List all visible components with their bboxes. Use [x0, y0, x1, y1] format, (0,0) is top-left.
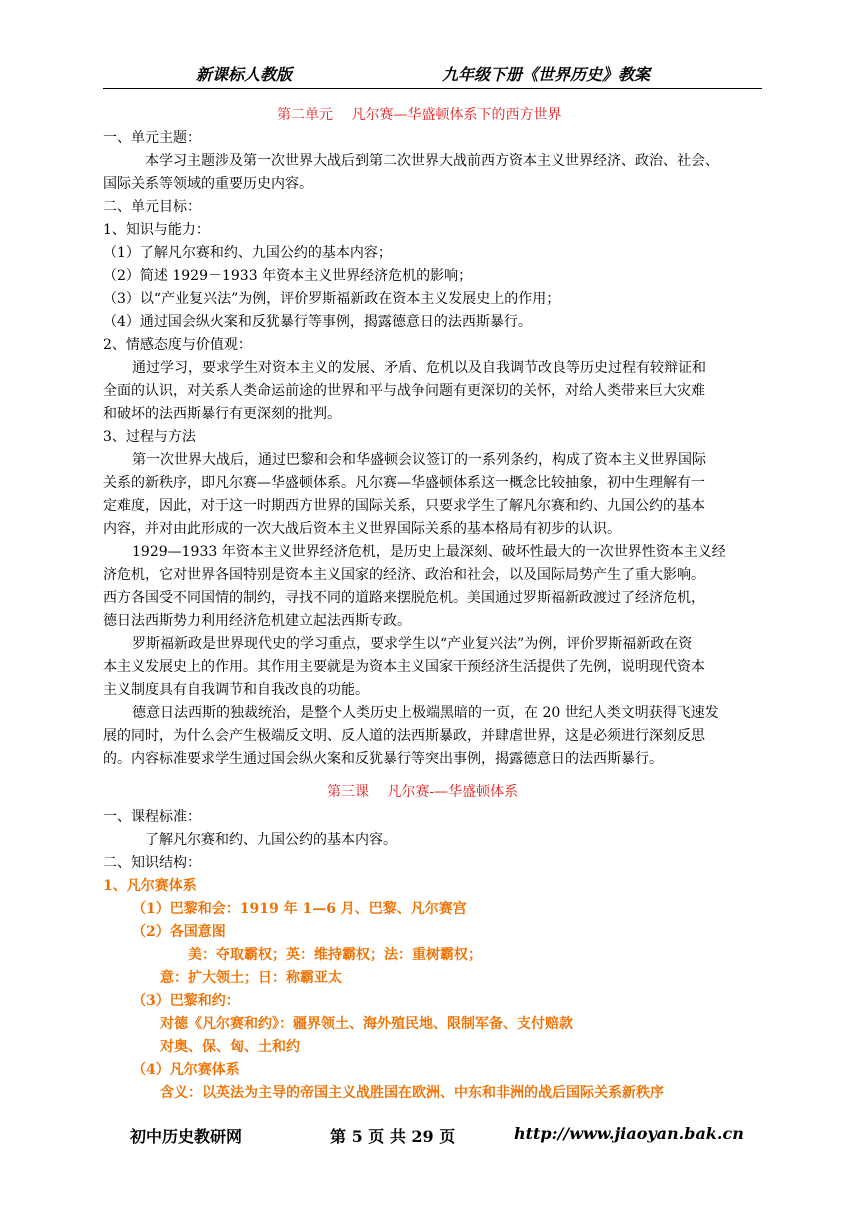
process-line: 主义制度具有自我调节和自我改良的功能。 [103, 682, 369, 698]
structure-heading: 1、凡尔赛体系 [103, 878, 197, 894]
structure-subline: 意：扩大领土；日：称霸亚太 [160, 970, 342, 986]
process-line: 第一次世界大战后，通过巴黎和会和华盛顿会议签订的一系列条约，构成了资本主义世界国际 [132, 452, 706, 468]
structure-subline: 含义：以英法为主导的帝国主义战胜国在欧洲、中东和非洲的战后国际关系新秩序 [160, 1085, 664, 1101]
footer-site-name: 初中历史教研网 [130, 1127, 243, 1146]
process-line: 德意日法西斯的独裁统治，是整个人类历史上极端黑暗的一页，在 20 世纪人类文明获得飞速发 [132, 705, 719, 721]
process-line: 的。内容标准要求学生通过国会纵火案和反犹暴行等突出事例，揭露德意日的法西斯暴行。 [103, 751, 663, 767]
lesson-section1-heading: 一、课程标准： [103, 809, 201, 825]
structure-item: （3）巴黎和约： [132, 993, 240, 1009]
emotion-line: 和破坏的法西斯暴行有更深刻的批判。 [103, 406, 341, 422]
unit-section2-heading: 二、单元目标： [103, 199, 201, 215]
process-heading: 3、过程与方法 [103, 429, 196, 445]
unit-section1-line: 本学习主题涉及第一次世界大战后到第二次世界大战前西方资本主义世界经济、政治、社会、 [145, 153, 719, 169]
structure-item: （2）各国意图 [132, 924, 226, 940]
process-line: 德日法西斯势力利用经济危机建立起法西斯专政。 [103, 613, 411, 629]
knowledge-heading: 1、知识与能力： [103, 222, 210, 238]
knowledge-item: （4）通过国会纵火案和反犹暴行等事例，揭露德意日的法西斯暴行。 [103, 314, 532, 330]
process-line: 罗斯福新政是世界现代史的学习重点，要求学生以“产业复兴法”为例，评价罗斯福新政在资 [132, 636, 693, 652]
knowledge-item: （1）了解凡尔赛和约、九国公约的基本内容； [103, 245, 392, 261]
process-line: 关系的新秩序，即凡尔赛—华盛顿体系。凡尔赛—华盛顿体系这一概念比较抽象，初中生理解有一 [103, 475, 705, 491]
footer-page-number: 第 5 页 共 29 页 [330, 1127, 456, 1146]
process-line: 济危机，它对世界各国特别是资本主义国家的经济、政治和社会，以及国际局势产生了重大影响。 [103, 567, 705, 583]
header-rule [103, 88, 762, 89]
structure-item: （1）巴黎和会：1919 年 1—6 月、巴黎、凡尔赛宫 [132, 901, 467, 917]
process-line: 1929—1933 年资本主义世界经济危机，是历史上最深刻、破坏性最大的一次世界性资本主义经 [132, 544, 726, 560]
unit-section1-line: 国际关系等领域的重要历史内容。 [103, 176, 313, 192]
emotion-heading: 2、情感态度与价值观： [103, 337, 252, 353]
emotion-line: 全面的认识，对关系人类命运前途的世界和平与战争问题有更深切的关怀，对给人类带来巨大灾难 [103, 383, 705, 399]
knowledge-item: （3）以“产业复兴法”为例，评价罗斯福新政在资本主义发展史上的作用； [103, 291, 561, 307]
page-header-right: 九年级下册《世界历史》教案 [442, 65, 651, 84]
unit-section1-heading: 一、单元主题： [103, 130, 201, 146]
footer-url[interactable]: http://www.jiaoyan.bak.cn [514, 1124, 744, 1143]
process-line: 展的同时，为什么会产生极端反文明、反人道的法西斯暴政，并肆虐世界，这是必须进行深刻反思 [103, 728, 705, 744]
structure-subline: 对德《凡尔赛和约》：疆界领土、海外殖民地、限制军备、支付赔款 [160, 1016, 573, 1032]
process-line: 内容，并对由此形成的一次大战后资本主义世界国际关系的基本格局有初步的认识。 [103, 521, 621, 537]
process-line: 定难度，因此，对于这一时期西方世界的国际关系，只要求学生了解凡尔赛和约、九国公约的基本 [103, 498, 705, 514]
page-header-left: 新课标人教版 [196, 65, 293, 84]
process-line: 本主义发展史上的作用。其作用主要就是为资本主义国家干预经济生活提供了先例，说明现代资本 [103, 659, 705, 675]
structure-item: （4）凡尔赛体系 [132, 1062, 240, 1078]
emotion-line: 通过学习，要求学生对资本主义的发展、矛盾、危机以及自我调节改良等历史过程有较辩证和 [132, 360, 706, 376]
structure-subline: 美：夺取霸权；英：维持霸权；法：重树霸权； [188, 947, 482, 963]
lesson-section1-body: 了解凡尔赛和约、九国公约的基本内容。 [145, 832, 397, 848]
structure-subline: 对奥、保、匈、土和约 [160, 1039, 300, 1055]
knowledge-item: （2）简述 1929－1933 年资本主义世界经济危机的影响； [103, 268, 473, 284]
lesson-title: 第三课 凡尔赛-—华盛顿体系 [327, 784, 519, 800]
lesson-section2-heading: 二、知识结构： [103, 855, 201, 871]
process-line: 西方各国受不同国情的制约，寻找不同的道路来摆脱危机。美国通过罗斯福新政渡过了经济危机， [103, 590, 705, 606]
unit-title: 第二单元 凡尔赛—华盛顿体系下的西方世界 [277, 107, 562, 123]
